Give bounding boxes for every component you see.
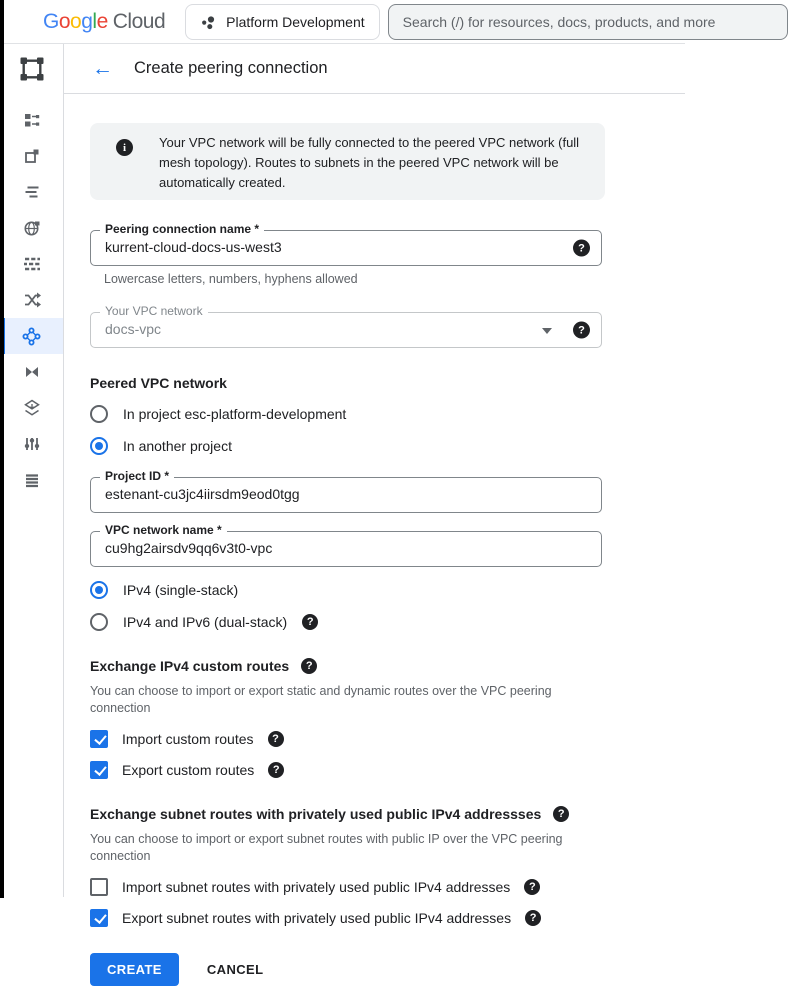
sidebar-item-shared-vpc[interactable] xyxy=(0,354,63,390)
peering-name-helper-text: Lowercase letters, numbers, hyphens allowed xyxy=(104,272,358,286)
vpc-networks-icon xyxy=(23,111,41,129)
info-banner-text: Your VPC network will be fully connected to the peered VPC network (full mesh topology). Routes to subnets in the peered VPC network will be automatically created. xyxy=(159,135,580,190)
form-actions xyxy=(90,953,659,986)
google-wordmark: Google xyxy=(43,9,108,33)
checkbox[interactable] xyxy=(90,730,108,748)
checkbox-label: Export custom routes xyxy=(122,762,255,778)
sidebar-item-bring-your-own-ip[interactable] xyxy=(0,174,63,210)
checkbox[interactable] xyxy=(90,909,108,927)
create-button[interactable]: CREATE xyxy=(90,953,179,986)
subnet-routes-description: You can choose to import or export subnet routes with public IP over the VPC peering connection xyxy=(90,832,563,863)
google-cloud-logo[interactable] xyxy=(43,10,165,34)
checkbox-import-custom-routes[interactable] xyxy=(90,730,659,748)
radio-in-project[interactable] xyxy=(90,405,659,423)
radio-ipv4-ipv6-dual-stack[interactable] xyxy=(90,613,659,631)
vpc-network-peering-icon xyxy=(22,327,41,346)
checkbox[interactable] xyxy=(90,761,108,779)
top-bar xyxy=(0,0,716,44)
help-icon[interactable]: ? xyxy=(553,806,569,822)
custom-routes-description: You can choose to import or export static and dynamic routes over the VPC peering connection xyxy=(90,684,552,715)
radio-button[interactable] xyxy=(90,581,108,599)
help-icon[interactable]: ? xyxy=(573,322,590,339)
sidebar-item-packet-mirroring[interactable] xyxy=(0,426,63,462)
main-content xyxy=(64,44,685,977)
vpc-network-name-field[interactable] xyxy=(90,523,602,567)
firewall-icon xyxy=(23,255,41,273)
checkbox-label: Import subnet routes with privately used public IPv4 addresses xyxy=(122,879,511,895)
sidebar-item-vpc-networks[interactable] xyxy=(0,102,63,138)
peered-vpc-network-heading: Peered VPC network xyxy=(90,375,227,391)
sidebar-item-serverless-vpc-access[interactable] xyxy=(0,390,63,426)
radio-label: In project esc-platform-development xyxy=(123,406,347,422)
sidebar-item-routes[interactable] xyxy=(0,282,63,318)
firewall-policies-globe-icon xyxy=(23,219,41,237)
bring-your-own-ip-icon xyxy=(23,183,41,201)
help-icon[interactable]: ? xyxy=(524,879,540,895)
sidebar-item-network-topology[interactable] xyxy=(0,462,63,498)
radio-label: In another project xyxy=(123,438,232,454)
cloud-wordmark: Cloud xyxy=(112,9,166,33)
radio-ipv4-single-stack[interactable] xyxy=(90,581,659,599)
checkbox[interactable] xyxy=(90,878,108,896)
search-input[interactable] xyxy=(388,4,788,40)
radio-label: IPv4 and IPv6 (dual-stack) xyxy=(123,614,288,630)
checkbox-export-custom-routes[interactable] xyxy=(90,761,659,779)
radio-button[interactable] xyxy=(90,437,108,455)
sidebar-item-vpc-network-peering[interactable] xyxy=(0,318,63,354)
routes-icon xyxy=(23,291,41,309)
exchange-subnet-routes-heading: Exchange subnet routes with privately used public IPv4 addressses ? xyxy=(90,806,659,822)
project-selector-label: Platform Development xyxy=(226,13,365,30)
checkbox-import-subnet-routes[interactable] xyxy=(90,878,659,896)
serverless-vpc-access-icon xyxy=(23,399,41,417)
help-icon[interactable]: ? xyxy=(268,731,284,747)
checkbox-export-subnet-routes[interactable] xyxy=(90,909,659,927)
project-id-field[interactable] xyxy=(90,469,602,513)
help-icon[interactable]: ? xyxy=(525,910,541,926)
project-id-label: Project ID * xyxy=(100,469,174,483)
sidebar-item-firewall[interactable] xyxy=(0,246,63,282)
radio-label: IPv4 (single-stack) xyxy=(123,582,239,598)
sidebar-item-ip-addresses[interactable] xyxy=(0,138,63,174)
cancel-button[interactable]: CANCEL xyxy=(206,962,264,977)
radio-button[interactable] xyxy=(90,613,108,631)
radio-in-another-project[interactable] xyxy=(90,437,659,455)
project-icon xyxy=(200,14,216,30)
help-icon[interactable]: ? xyxy=(301,658,317,674)
info-banner xyxy=(90,123,605,200)
peering-form xyxy=(64,94,685,986)
shared-vpc-icon xyxy=(23,363,41,381)
network-topology-icon xyxy=(23,471,41,489)
project-selector-button[interactable] xyxy=(185,4,380,40)
project-id-value[interactable]: estenant-cu3jc4iirsdm9eod0tgg xyxy=(105,486,300,502)
checkbox-label: Import custom routes xyxy=(122,731,254,747)
vpc-network-sidebar xyxy=(0,44,64,897)
radio-button[interactable] xyxy=(90,405,108,423)
sidebar-nav xyxy=(0,94,63,498)
chevron-down-icon[interactable] xyxy=(542,328,552,334)
page-header xyxy=(64,44,685,94)
peering-connection-name-value[interactable]: kurrent-cloud-docs-us-west3 xyxy=(105,239,282,255)
exchange-ipv4-custom-routes-heading: Exchange IPv4 custom routes ? xyxy=(90,658,659,674)
your-vpc-network-label: Your VPC network xyxy=(100,304,208,318)
vpc-network-product-icon xyxy=(0,44,63,94)
back-arrow-icon[interactable]: ← xyxy=(92,57,113,80)
your-vpc-network-select[interactable] xyxy=(90,304,602,348)
your-vpc-network-value[interactable]: docs-vpc xyxy=(105,321,162,337)
page-title: Create peering connection xyxy=(134,59,328,77)
search-placeholder: Search (/) for resources, docs, products, and more xyxy=(402,13,716,30)
checkbox-label: Export subnet routes with privately used public IPv4 addresses xyxy=(122,910,512,926)
help-icon[interactable]: ? xyxy=(302,614,318,630)
info-icon: i xyxy=(116,139,133,156)
help-icon[interactable]: ? xyxy=(573,240,590,257)
help-icon[interactable]: ? xyxy=(268,762,284,778)
vpc-network-name-label: VPC network name * xyxy=(100,523,227,537)
peering-connection-name-field[interactable] xyxy=(90,222,602,266)
sidebar-item-firewall-policies[interactable] xyxy=(0,210,63,246)
peering-connection-name-label: Peering connection name * xyxy=(100,222,264,236)
vpc-network-name-value[interactable]: cu9hg2airsdv9qq6v3t0-vpc xyxy=(105,540,273,556)
packet-mirroring-icon xyxy=(23,435,41,453)
window-left-edge xyxy=(0,0,4,898)
ip-addresses-icon xyxy=(23,147,41,165)
